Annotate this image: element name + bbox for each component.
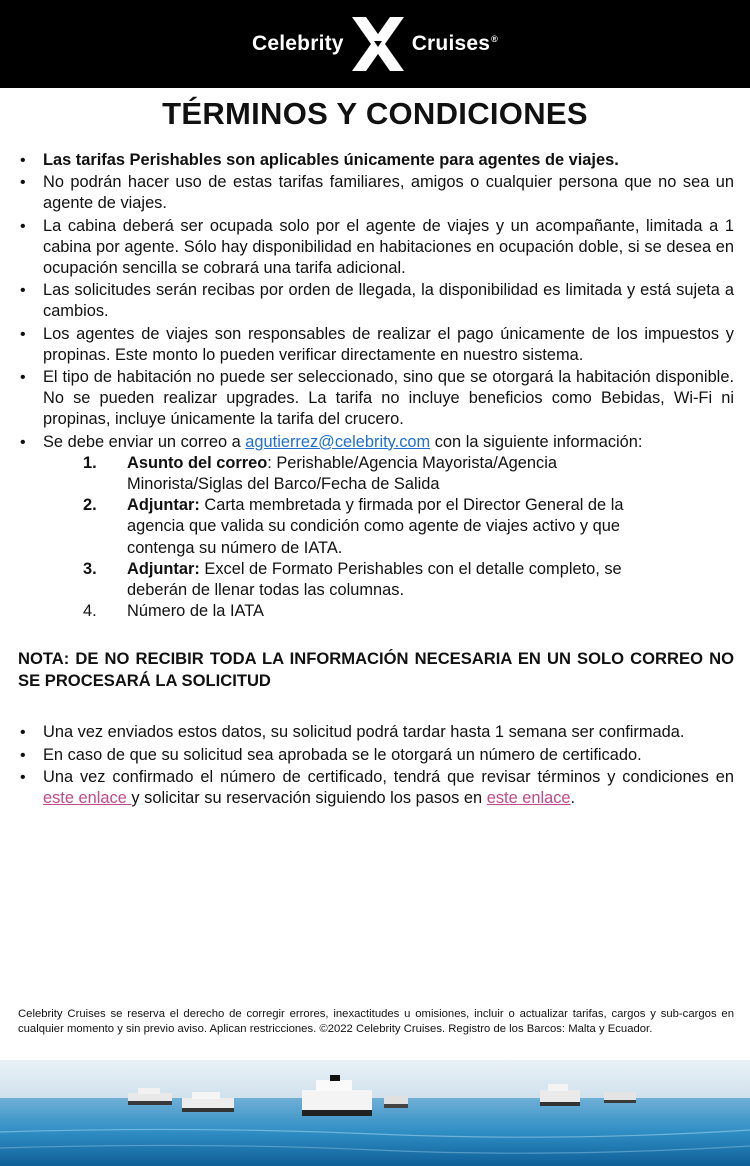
followup-list <box>18 722 734 809</box>
terms-link[interactable]: este enlace <box>43 789 132 808</box>
celebrity-x-icon <box>350 15 406 73</box>
legal-disclaimer: Celebrity Cruises se reserva el derecho de corregir errores, inexactitudes u omisiones, incluir o actualizar tarifas, cargos y sub-cargos en cualquier momento y sin previo aviso. Aplican restricciones. ©2022 Celebrity Cruises. Registro de los Barcos: Malta y Ecuador. <box>18 1008 734 1035</box>
step-number: 3. <box>83 559 97 578</box>
list-item <box>18 280 734 322</box>
terms-content <box>18 150 734 810</box>
bullet-dot: • <box>20 724 26 742</box>
bullet-text: y solicitar su reservación siguiendo los pasos en <box>131 789 487 808</box>
bullet-text: . <box>570 789 576 808</box>
terms-list <box>18 150 734 622</box>
list-item <box>18 216 734 280</box>
email-link[interactable]: agutierrez@celebrity.com <box>245 432 431 451</box>
step-label: Adjuntar: <box>127 496 200 515</box>
bullet-text: El tipo de habitación no puede ser seleccionado, sino que se otorgará la habitación disponible. No se pueden realizar upgrades. La tarifa no incluye beneficios como Bebidas, Wi-Fi ni propinas, incluye únicamente la tarifa del crucero. <box>43 368 734 429</box>
step-number: 1. <box>83 453 97 472</box>
brand-header <box>0 0 750 88</box>
list-item-email <box>18 432 734 623</box>
step-item <box>43 495 734 559</box>
bullet-bold-text: Las tarifas Perishables son aplicables únicamente para agentes de viajes. <box>43 151 619 169</box>
step-label: Asunto del correo <box>127 453 268 472</box>
list-item <box>18 745 734 766</box>
list-item <box>18 150 734 171</box>
bullet-text: Se debe enviar un correo a <box>43 432 246 451</box>
brand-logo[interactable] <box>252 15 498 73</box>
step-item <box>43 453 734 495</box>
list-item <box>18 722 734 743</box>
step-text: Excel de Formato Perishables con el detalle completo, se deberán de llenar todas las columnas. <box>127 559 622 600</box>
step-text: : Perishable/Agencia Mayorista/Agencia Minorista/Siglas del Barco/Fecha de Salida <box>127 453 557 494</box>
list-item <box>18 367 734 431</box>
bullet-dot: • <box>20 174 26 192</box>
step-item <box>43 559 734 601</box>
booking-link[interactable]: este enlace <box>486 789 571 808</box>
bullet-dot: • <box>20 217 26 235</box>
steps-list <box>43 453 734 623</box>
bullet-dot: • <box>20 433 26 451</box>
list-item <box>18 172 734 214</box>
bullet-text: Una vez enviados estos datos, su solicitud podrá tardar hasta 1 semana ser confirmada. <box>43 723 685 742</box>
registered-mark: ® <box>491 34 498 44</box>
bullet-dot: • <box>20 369 26 387</box>
bullet-dot: • <box>20 768 26 786</box>
list-item <box>18 767 734 809</box>
step-number: 2. <box>83 496 97 515</box>
brand-right-word: Cruises® <box>411 32 498 55</box>
brand-left-word: Celebrity <box>252 32 344 55</box>
bullet-text: Las solicitudes serán recibas por orden de llegada, la disponibilidad es limitada y está sujeta a cambios. <box>43 281 734 321</box>
step-label: Adjuntar: <box>127 559 200 578</box>
bullet-dot: • <box>20 325 26 343</box>
warning-note: NOTA: DE NO RECIBIR TODA LA INFORMACIÓN NECESARIA EN UN SOLO CORREO NO SE PROCESARÁ LA SOLICITUD <box>18 649 734 691</box>
list-item <box>18 324 734 366</box>
bullet-dot: • <box>20 282 26 300</box>
step-text: Número de la IATA <box>127 602 264 621</box>
bullet-text: No podrán hacer uso de estas tarifas familiares, amigos o cualquier persona que no sea un agente de viajes. <box>43 173 734 213</box>
bullet-text: En caso de que su solicitud sea aprobada se le otorgará un número de certificado. <box>43 745 642 764</box>
bullet-text: La cabina deberá ser ocupada solo por el agente de viajes y un acompañante, limitada a 1 cabina por agente. Sólo hay disponibilidad en habitaciones en ocupación doble, si se desea en ocupación sencilla se cobrará una tarifa adicional. <box>43 216 734 278</box>
ocean-ships-image <box>0 1060 750 1166</box>
bullet-text: Los agentes de viajes son responsables de realizar el pago únicamente de los impuestos y propinas. Este monto lo pueden verificar directamente en nuestro sistema. <box>43 324 734 364</box>
step-item <box>43 601 734 622</box>
step-text: Carta membretada y firmada por el Director General de la agencia que valida su condición como agente de viajes activo y que contenga su número de IATA. <box>127 496 624 557</box>
bullet-dot: • <box>20 152 26 169</box>
bullet-text: con la siguiente información: <box>430 432 643 451</box>
bullet-dot: • <box>20 746 26 764</box>
ship-icon <box>604 1092 636 1103</box>
bullet-text: Una vez confirmado el número de certificado, tendrá que revisar términos y condiciones en <box>43 767 734 786</box>
ship-icon <box>384 1096 408 1108</box>
page-title: TÉRMINOS Y CONDICIONES <box>162 96 588 131</box>
step-number: 4. <box>83 602 97 621</box>
